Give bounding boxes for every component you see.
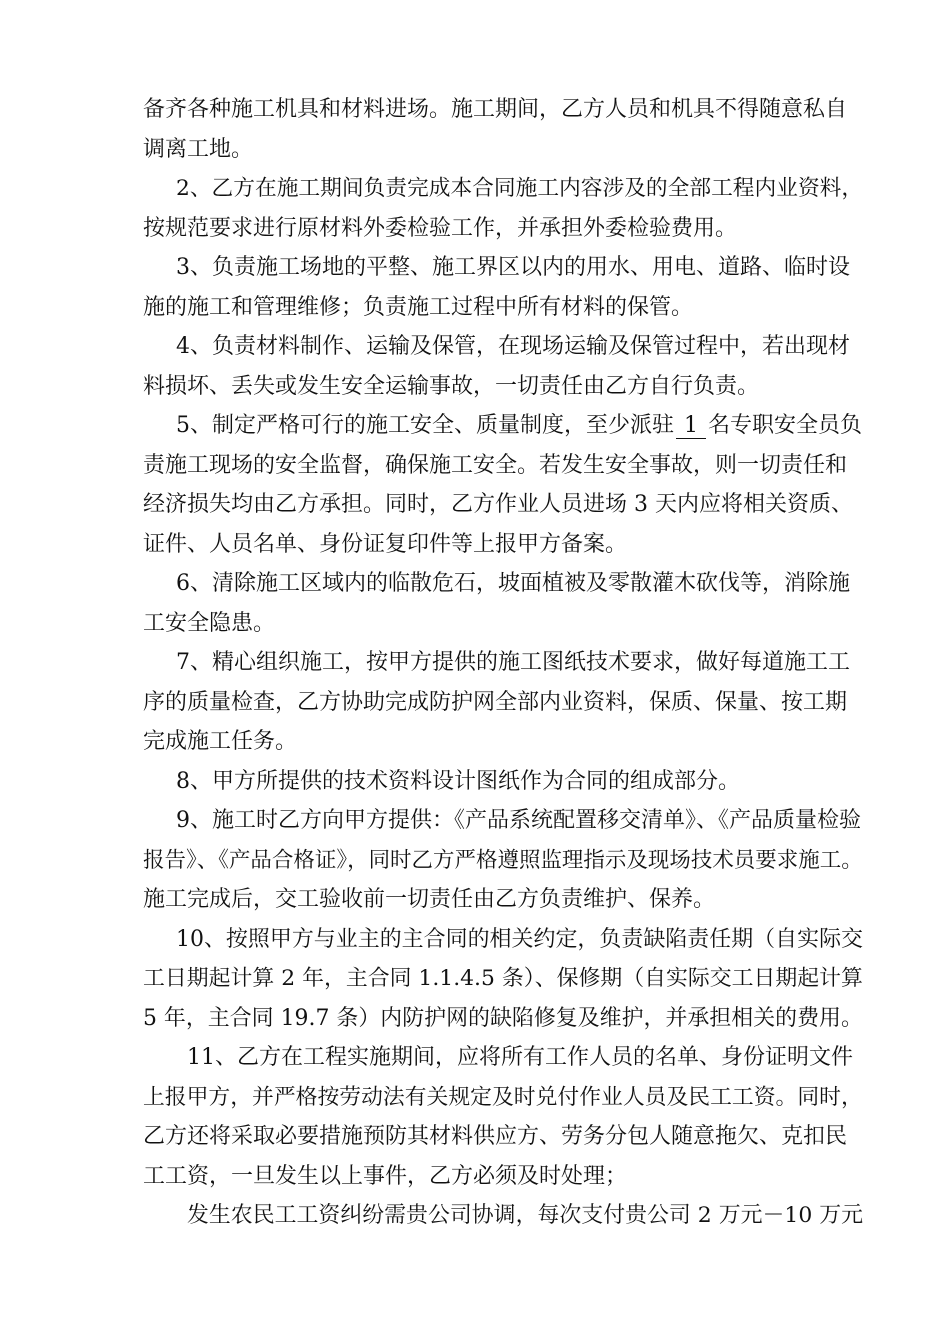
safety-officer-count-blank: 1 [676, 414, 706, 439]
text-line: 经济损失均由乙方承担。同时，乙方作业人员进场 3 天内应将相关资质、 [143, 492, 853, 517]
text-line: 上报甲方，并严格按劳动法有关规定及时兑付作业人员及民工工资。同时， [143, 1084, 863, 1110]
text-line: 料损坏、丢失或发生安全运输事故，一切责任由乙方自行负责。 [143, 373, 760, 399]
text-line: 5 年，主合同 19.7 条）内防护网的缺陷修复及维护，并承担相关的费用。 [143, 1005, 863, 1031]
text-line: 责施工现场的安全监督，确保施工安全。若发生安全事故，则一切责任和 [143, 452, 848, 478]
text-line: 施的施工和管理维修；负责施工过程中所有材料的保管。 [143, 294, 694, 320]
text-line: 序的质量检查，乙方协助完成防护网全部内业资料，保质、保量、按工期 [143, 689, 848, 715]
clause-8-line: 8、甲方所提供的技术资料设计图纸作为合同的组成部分。 [176, 768, 740, 794]
text-line: 工工资，一旦发生以上事件，乙方必须及时处理； [143, 1163, 628, 1189]
text-line: 备齐各种施工机具和材料进场。施工期间，乙方人员和机具不得随意私自 [143, 97, 848, 122]
clause-5-line [143, 406, 863, 446]
clause-5-text-after: 名专职安全员负 [708, 413, 863, 438]
clause-4-line: 4、负责材料制作、运输及保管，在现场运输及保管过程中，若出现材 [176, 334, 850, 359]
wage-dispute-line: 发生农民工工资纠纷需贵公司协调，每次支付贵公司 2 万元－10 万元 [187, 1203, 864, 1228]
clause-5-text-before: 5、制定严格可行的施工安全、质量制度，至少派驻 [176, 413, 674, 438]
text-line: 证件、人员名单、身份证复印件等上报甲方备案。 [143, 531, 628, 557]
document-body [143, 90, 863, 1236]
text-line: 按规范要求进行原材料外委检验工作，并承担外委检验费用。 [143, 215, 738, 241]
clause-2-line: 2、乙方在施工期间负责完成本合同施工内容涉及的全部工程内业资料， [176, 176, 864, 201]
clause-9-line: 9、施工时乙方向甲方提供：《产品系统配置移交清单》、《产品质量检验 [176, 808, 861, 833]
clause-11-line: 11、乙方在工程实施期间，应将所有工作人员的名单、身份证明文件 [187, 1045, 853, 1070]
text-line: 调离工地。 [143, 136, 254, 162]
clause-6-line: 6、清除施工区域内的临散危石，坡面植被及零散灌木砍伐等，消除施 [176, 571, 850, 596]
clause-3-line: 3、负责施工场地的平整、施工界区以内的用水、用电、道路、临时设 [176, 255, 850, 280]
text-line: 施工完成后，交工验收前一切责任由乙方负责维护、保养。 [143, 887, 716, 912]
clause-7-line: 7、精心组织施工，按甲方提供的施工图纸技术要求，做好每道施工工 [176, 650, 850, 675]
text-line: 工安全隐患。 [143, 610, 276, 636]
clause-10-line: 10、按照甲方与业主的主合同的相关约定，负责缺陷责任期（自实际交 [176, 926, 864, 952]
text-line: 完成施工任务。 [143, 729, 298, 754]
text-line: 报告》、《产品合格证》，同时乙方严格遵照监理指示及现场技术员要求施工。 [143, 847, 863, 873]
text-line: 乙方还将采取必要措施预防其材料供应方、劳务分包人随意拖欠、克扣民 [143, 1124, 848, 1149]
text-line: 工日期起计算 2 年，主合同 1.1.4.5 条）、保修期（自实际交工日期起计算 [143, 966, 863, 991]
